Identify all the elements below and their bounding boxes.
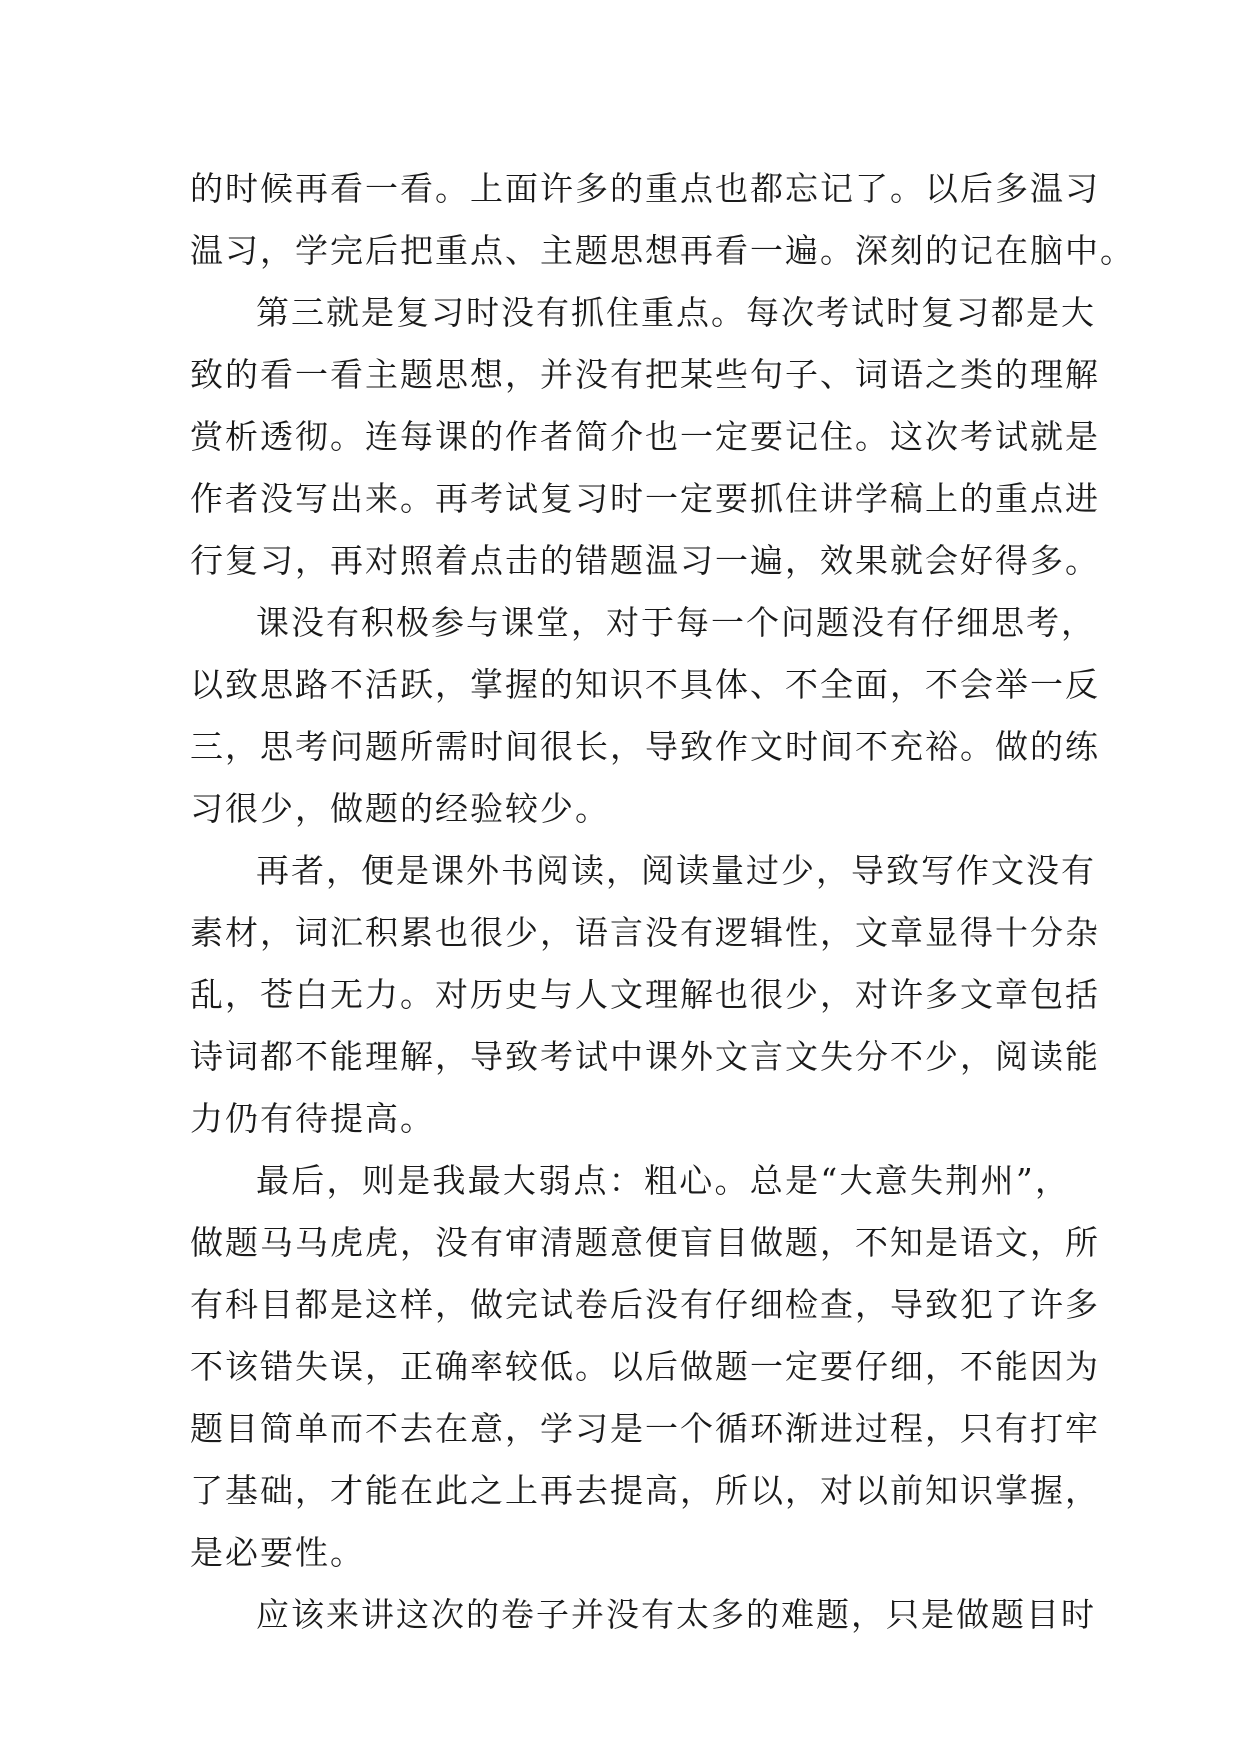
text-line: 有科目都是这样，做完试卷后没有仔细检查，导致犯了许多: [190, 1285, 1100, 1324]
text-line: 做题马马虎虎，没有审清题意便盲目做题，不知是语文，所: [190, 1223, 1100, 1262]
text-line: 不该错失误，正确率较低。以后做题一定要仔细，不能因为: [190, 1347, 1100, 1386]
paragraph-first-line: 第三就是复习时没有抓住重点。每次考试时复习都是大: [256, 293, 1096, 332]
text-line: 力仍有待提高。: [190, 1099, 435, 1138]
text-line: 了基础，才能在此之上再去提高，所以，对以前知识掌握，: [190, 1471, 1100, 1510]
text-line: 行复习，再对照着点击的错题温习一遍，效果就会好得多。: [190, 541, 1100, 580]
paragraph-first-line: 再者，便是课外书阅读，阅读量过少，导致写作文没有: [256, 851, 1096, 890]
text-line: 素材，词汇积累也很少，语言没有逻辑性，文章显得十分杂: [190, 913, 1100, 952]
text-line: 以致思路不活跃，掌握的知识不具体、不全面，不会举一反: [190, 665, 1100, 704]
text-line: 赏析透彻。连每课的作者简介也一定要记住。这次考试就是: [190, 417, 1100, 456]
document-body: [190, 158, 1135, 1646]
text-line: 温习，学完后把重点、主题思想再看一遍。深刻的记在脑中。: [190, 231, 1135, 270]
text-line: 题目简单而不去在意，学习是一个循环渐进过程，只有打牢: [190, 1409, 1100, 1448]
text-line: 是必要性。: [190, 1533, 365, 1572]
paragraph-first-line: 课没有积极参与课堂，对于每一个问题没有仔细思考，: [256, 603, 1096, 642]
text-line: 诗词都不能理解，导致考试中课外文言文失分不少，阅读能: [190, 1037, 1100, 1076]
text-line: 习很少，做题的经验较少。: [190, 789, 610, 828]
paragraph-first-line: 最后，则是我最大弱点：粗心。总是“大意失荆州”，: [256, 1161, 1070, 1200]
text-line: 乱，苍白无力。对历史与人文理解也很少，对许多文章包括: [190, 975, 1100, 1014]
text-line: 作者没写出来。再考试复习时一定要抓住讲学稿上的重点进: [190, 479, 1100, 518]
paragraph-first-line: 应该来讲这次的卷子并没有太多的难题，只是做题目时: [256, 1595, 1096, 1634]
text-line: 三，思考问题所需时间很长，导致作文时间不充裕。做的练: [190, 727, 1100, 766]
text-line: 的时候再看一看。上面许多的重点也都忘记了。以后多温习: [190, 169, 1100, 208]
text-line: 致的看一看主题思想，并没有把某些句子、词语之类的理解: [190, 355, 1100, 394]
